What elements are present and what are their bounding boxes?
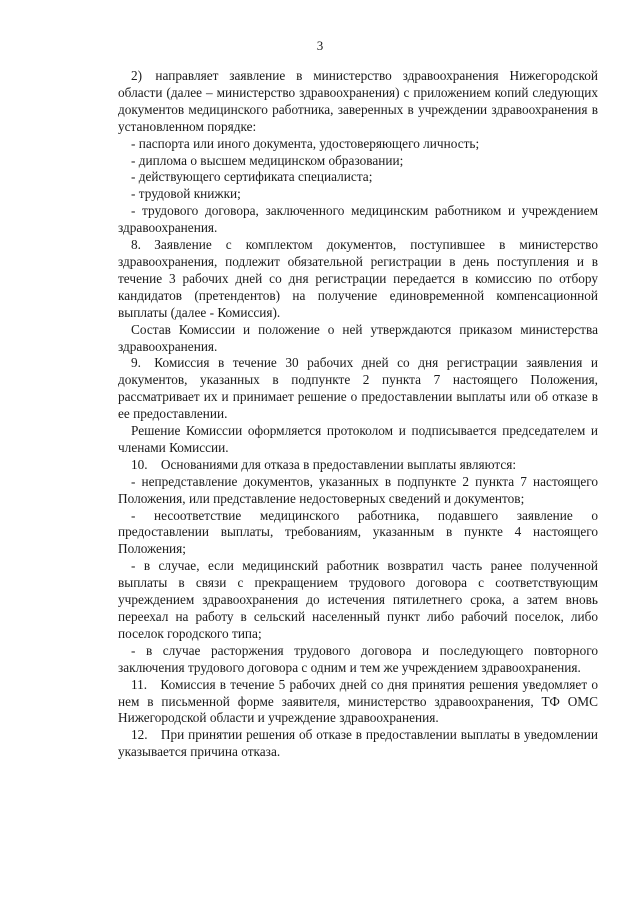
page-number: 3 [316, 38, 324, 53]
paragraph-11: 11. Комиссия в течение 5 рабочих дней со дня принятия решения уведомляет о нем в письменной форме заявителя, министерство здравоохранения, ТФ ОМС Нижегородской области и учреждение здравоохранения. [118, 676, 598, 726]
paragraph-10: 10. Основаниями для отказа в предоставлении выплаты являются: [131, 456, 517, 472]
paragraph-item-2: 2) направляет заявление в министерство здравоохранения Нижегородской области (далее – министерство здравоохранения) с приложением копий следующих документов медицинского работника, заверенных в учреждении здравоохранения в установленном порядке: [118, 68, 598, 134]
document-body [118, 68, 598, 761]
list-item-certificate: - действующего сертификата специалиста; [131, 169, 373, 185]
list-item-labor-contract: - трудового договора, заключенного медицинским работником и учреждением здравоохранения. [118, 203, 598, 236]
list-item-refusal-documents: - непредставление документов, указанных в подпункте 2 пункта 7 настоящего Положения, или представление недостоверных сведений и документов; [118, 473, 598, 506]
paragraph-9: 9. Комиссия в течение 30 рабочих дней со дня регистрации заявления и документов, указанных в подпункте 2 пункта 7 настоящего Положения, рассматривает их и принимает решение о предоставлении выплаты или об отказе в ее предоставлении. [118, 355, 598, 422]
paragraph-commission-composition: Состав Комиссии и положение о ней утверждаются приказом министерства здравоохранения. [118, 321, 598, 354]
paragraph-12: 12. При принятии решения об отказе в предоставлении выплаты в уведомлении указывается причина отказа. [118, 727, 598, 760]
list-item-refusal-returned: - в случае, если медицинский работник возвратил часть ранее полученной выплаты в связи с прекращением трудового договора с соответствующим учреждением здравоохранения до истечения пятилетнего срока, а затем вновь переехал на работу в сельский населенный пункт либо рабочий поселок, либо поселок городского типа; [118, 558, 598, 641]
list-item-labor-book: - трудовой книжки; [131, 186, 241, 202]
list-item-passport: - паспорта или иного документа, удостоверяющего личность; [131, 135, 480, 151]
paragraph-8: 8. Заявление с комплектом документов, поступившее в министерство здравоохранения, подлежит обязательной регистрации в день поступления и в течение 3 рабочих дней со дня регистрации передается в комиссию по отбору кандидатов (претендентов) на получение единовременной компенсационной выплаты (далее - Комиссия). [118, 237, 598, 320]
list-item-refusal-requirements: - несоответствие медицинского работника, подавшего заявление о предоставлении выплаты, требованиям, указанным в пункте 4 настоящего Положения; [118, 507, 598, 557]
list-item-refusal-contract: - в случае расторжения трудового договора и последующего повторного заключения трудового договора с одним и тем же учреждением здравоохранения. [118, 642, 598, 675]
list-item-diploma: - диплома о высшем медицинском образовании; [131, 152, 404, 168]
paragraph-commission-decision: Решение Комиссии оформляется протоколом и подписывается председателем и членами Комиссии. [118, 423, 598, 455]
